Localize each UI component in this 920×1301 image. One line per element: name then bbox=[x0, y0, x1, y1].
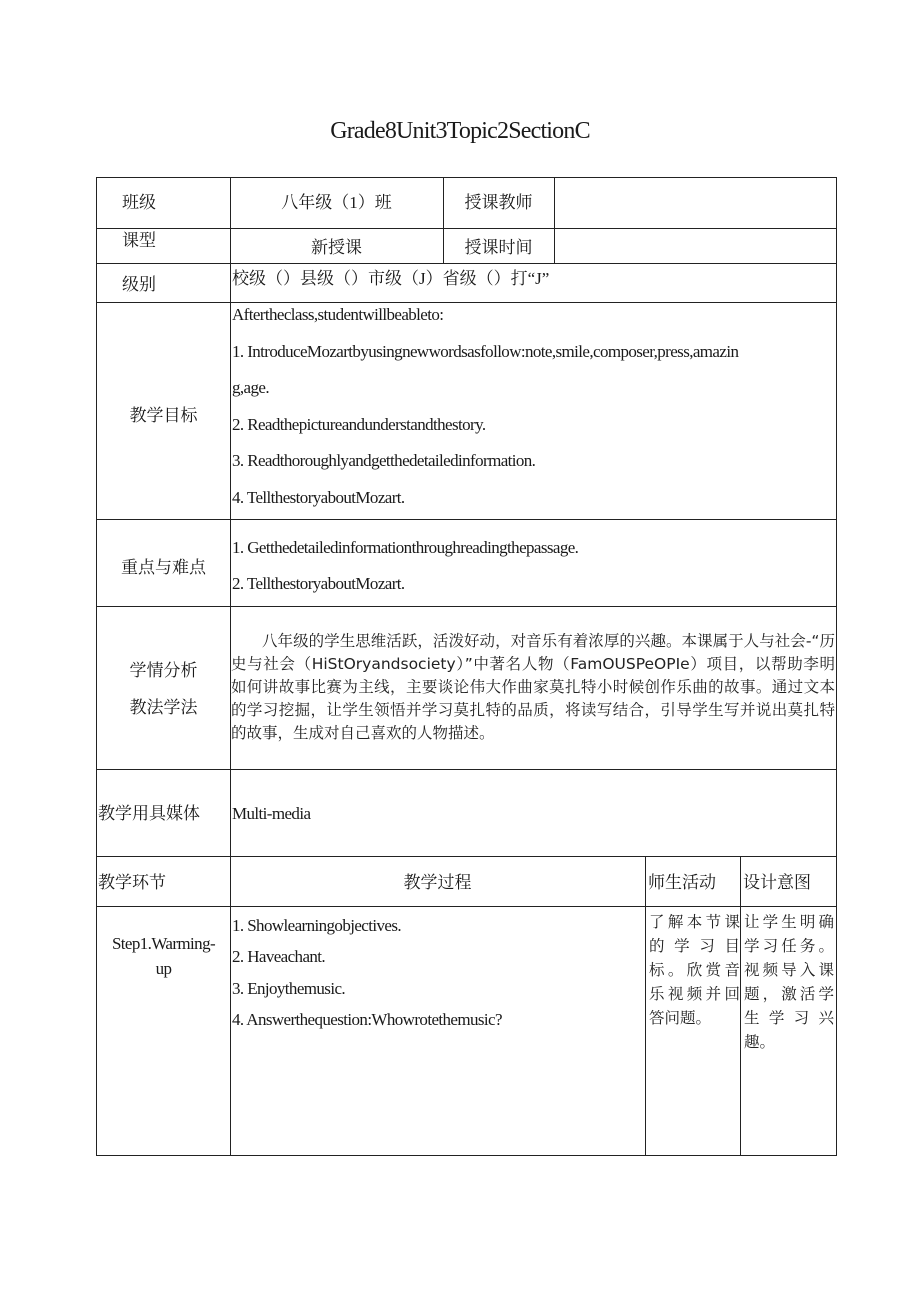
step1-item-1: 1. Showlearningobjectives. bbox=[232, 916, 402, 935]
table-border-bottom bbox=[96, 1155, 837, 1156]
row-divider bbox=[96, 519, 837, 520]
class-label: 班级 bbox=[122, 193, 156, 212]
row-divider bbox=[96, 302, 837, 303]
key-point-item-2: 2. TellthestoryaboutMozart. bbox=[232, 574, 405, 593]
step1-item-3: 3. Enjoythemusic. bbox=[232, 979, 346, 998]
row-divider bbox=[96, 263, 837, 264]
intent-header: 设计意图 bbox=[743, 873, 811, 892]
column-divider bbox=[554, 177, 555, 264]
key-points-label: 重点与难点 bbox=[121, 558, 206, 577]
activity-header: 师生活动 bbox=[648, 873, 716, 892]
media-value: Multi-media bbox=[232, 804, 311, 823]
time-label: 授课时间 bbox=[464, 238, 533, 257]
objective-item-4: 4. TellthestoryaboutMozart. bbox=[232, 488, 405, 507]
table-border-top bbox=[96, 177, 837, 178]
column-divider bbox=[740, 856, 741, 1156]
objective-item-1: 1. IntroduceMozartbyusingnewwordsasfollow:note,smile,composer,press,amazin bbox=[232, 342, 739, 361]
objective-item-3: 3. Readthoroughlyandgetthedetailedinformation. bbox=[232, 451, 536, 470]
type-value: 新授课 bbox=[311, 238, 362, 257]
key-point-item-1: 1. Getthedetailedinformationthroughreadingthepassage. bbox=[232, 538, 579, 557]
row-divider bbox=[96, 906, 837, 907]
table-border-right bbox=[836, 177, 837, 1156]
document-title: Grade8Unit3Topic2SectionC bbox=[330, 118, 590, 144]
methods-label: 教法学法 bbox=[129, 698, 198, 717]
row-divider bbox=[96, 228, 837, 229]
step1-item-4: 4. Answerthequestion:Whowrotethemusic? bbox=[232, 1010, 502, 1029]
objective-item-2: 2. Readthepictureandunderstandthestory. bbox=[232, 415, 486, 434]
column-divider bbox=[645, 856, 646, 1156]
analysis-text: 八年级的学生思维活跃，活泼好动，对音乐有着浓厚的兴趣。本课属于人与社会-“历史与社会（HiStOryandsociety）”中著名人物（FamOUSPeOPIe）项目，以帮助李明如何讲故事比赛为主线，主要谈论伟大作曲家莫扎特小时候创作乐曲的故事。通过文本的学习挖掘，让学生领悟并学习莫扎特的品质，将读写结合，引导学生写并说出莫扎特的故事，生成对自己喜欢的人物描述。 bbox=[231, 632, 835, 742]
type-label: 课型 bbox=[122, 231, 156, 250]
level-label: 级别 bbox=[122, 275, 156, 294]
stage-header: 教学环节 bbox=[98, 873, 166, 892]
level-value: 校级（）县级（）市级（J）省级（）打“J” bbox=[232, 269, 550, 288]
row-divider bbox=[96, 769, 837, 770]
step1-intent: 让学生明确学习任务。视频导入课题，激活学生学习兴趣。 bbox=[744, 913, 834, 1051]
step1-item-2: 2. Haveachant. bbox=[232, 947, 326, 966]
teacher-label: 授课教师 bbox=[464, 193, 533, 212]
objectives-intro: Aftertheclass,studentwillbeableto: bbox=[232, 305, 444, 324]
row-divider bbox=[96, 606, 837, 607]
process-header: 教学过程 bbox=[403, 873, 472, 892]
row-divider bbox=[96, 856, 837, 857]
media-label: 教学用具媒体 bbox=[98, 804, 200, 823]
class-value: 八年级（1）班 bbox=[281, 193, 392, 212]
step1-name-cont: up bbox=[155, 959, 172, 978]
objective-item-1-cont: g,age. bbox=[232, 378, 269, 397]
step1-name: Step1.Warming- bbox=[111, 934, 216, 953]
step1-activity: 了解本节课的学习目标。欣赏音乐视频并回答问题。 bbox=[649, 913, 740, 1027]
objectives-label: 教学目标 bbox=[129, 406, 198, 425]
analysis-label: 学情分析 bbox=[129, 661, 198, 680]
